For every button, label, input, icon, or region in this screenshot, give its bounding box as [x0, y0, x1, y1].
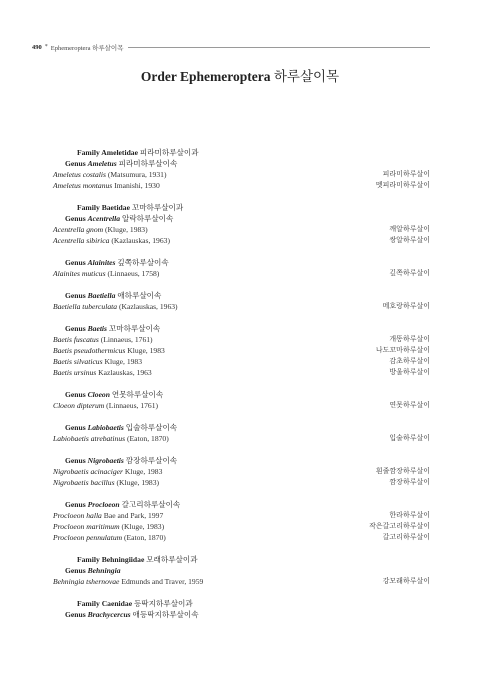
- running-header: [32, 41, 430, 53]
- family-name: Behningiidae: [101, 555, 145, 564]
- family-korean-name: 모래하루살이과: [146, 555, 198, 564]
- genus-heading: [53, 290, 430, 301]
- species-author: (Kluge, 1983): [121, 522, 165, 531]
- species-name: Acentrella gnom: [53, 225, 104, 234]
- genus-korean-name: 꼬마하루살이속: [108, 324, 161, 333]
- taxon-section: [53, 499, 430, 543]
- genus-heading: [53, 389, 430, 400]
- species-name: Baetis silvaticus: [53, 357, 103, 366]
- species-row: [53, 334, 430, 345]
- species-row: [53, 532, 430, 543]
- species-name: Behningia tshernovae: [53, 577, 120, 586]
- species-name-block: [53, 510, 163, 521]
- species-name: Baetis ursinus: [53, 368, 97, 377]
- genus-heading: [53, 323, 430, 334]
- species-korean-name: 깊쪽하루살이: [389, 269, 430, 277]
- species-row: [53, 345, 430, 356]
- species-row: [53, 433, 430, 444]
- species-row: [53, 400, 430, 411]
- genus-name: Brachycercus: [87, 610, 131, 619]
- species-korean-name: 깜장하루살이: [389, 478, 430, 486]
- species-name-block: [53, 334, 153, 345]
- species-row: [53, 367, 430, 378]
- species-name-block: [53, 224, 148, 235]
- taxon-section: [53, 323, 430, 378]
- species-author: Imanishi, 1930: [114, 181, 160, 190]
- genus-heading: [53, 499, 430, 510]
- genus-korean-name: 피라미하루살이속: [118, 159, 178, 168]
- family-korean-name: 꼬마하루살이과: [131, 203, 184, 212]
- family-label: Family: [77, 555, 100, 564]
- species-korean-name: 입술하루살이: [389, 434, 430, 442]
- genus-name: Ameletus: [87, 159, 117, 168]
- species-korean-name: 쌍알하루살이: [389, 236, 430, 244]
- species-row: [53, 477, 430, 488]
- taxon-section: [53, 147, 430, 191]
- species-korean-name: 흰줄깜장하루살이: [375, 467, 430, 475]
- species-name-block: [53, 235, 170, 246]
- species-korean-name: 방울하루살이: [389, 368, 430, 376]
- taxon-section: [53, 598, 430, 620]
- family-label: Family: [77, 203, 100, 212]
- species-korean-name: 연못하루살이: [389, 401, 430, 409]
- taxon-section: [53, 554, 430, 587]
- species-row: [53, 510, 430, 521]
- genus-label: Genus: [65, 324, 86, 333]
- taxon-section: [53, 290, 430, 312]
- genus-name: Labiobaetis: [87, 423, 124, 432]
- species-name-block: [53, 532, 166, 543]
- taxon-section: [53, 422, 430, 444]
- species-row: [53, 268, 430, 279]
- genus-label: Genus: [65, 566, 86, 575]
- species-name-block: [53, 433, 169, 444]
- species-author: (Linnaeus, 1758): [107, 269, 160, 278]
- species-name: Procloeon pennulatum: [53, 533, 123, 542]
- species-row: [53, 180, 430, 191]
- species-korean-name: 강모래하루살이: [382, 577, 430, 585]
- genus-label: Genus: [65, 390, 86, 399]
- genus-korean-name: 깜장하루살이속: [125, 456, 178, 465]
- family-heading: [53, 202, 430, 213]
- genus-heading: [53, 565, 430, 576]
- family-heading: [53, 147, 430, 158]
- genus-label: Genus: [65, 610, 86, 619]
- taxon-list: [53, 147, 430, 631]
- genus-label: Genus: [65, 456, 86, 465]
- genus-label: Genus: [65, 159, 86, 168]
- species-author: (Eaton, 1870): [124, 533, 166, 542]
- species-name-block: [53, 576, 203, 587]
- order-name: Order Ephemeroptera: [140, 69, 271, 84]
- species-author: (Kazlauskas, 1963): [118, 302, 178, 311]
- taxon-section: [53, 257, 430, 279]
- species-name-block: [53, 180, 160, 191]
- genus-korean-name: 알락하루살이속: [121, 214, 174, 223]
- species-row: [53, 169, 430, 180]
- species-author: Kluge, 1983: [124, 467, 163, 476]
- genus-korean-name: 갈고리하루살이속: [121, 500, 181, 509]
- genus-label: Genus: [65, 214, 86, 223]
- species-name: Baetis fuscatus: [53, 335, 99, 344]
- species-korean-name: 감초하루살이: [389, 357, 430, 365]
- family-name: Caenidae: [101, 599, 133, 608]
- taxon-section: [53, 202, 430, 246]
- genus-label: Genus: [65, 423, 86, 432]
- species-name-block: [53, 301, 178, 312]
- species-row: [53, 356, 430, 367]
- species-name-block: [53, 268, 159, 279]
- species-author: Kluge, 1983: [127, 346, 165, 355]
- genus-label: Genus: [65, 291, 86, 300]
- family-name: Baetidae: [101, 203, 130, 212]
- genus-korean-name: 깊쪽하루살이속: [117, 258, 169, 267]
- species-korean-name: 깨알하루살이: [389, 225, 430, 233]
- species-korean-name: 한라하루살이: [389, 511, 430, 519]
- species-name-block: [53, 466, 162, 477]
- species-author: Kazlauskas, 1963: [98, 368, 152, 377]
- species-korean-name: 메호랑하루살이: [382, 302, 430, 310]
- genus-korean-name: 애등딱지하루살이속: [132, 610, 199, 619]
- species-name-block: [53, 477, 159, 488]
- genus-heading: [53, 455, 430, 466]
- species-author: (Eaton, 1870): [126, 434, 169, 443]
- species-name-block: [53, 345, 165, 356]
- page-title: [0, 65, 480, 85]
- genus-name: Procloeon: [87, 500, 120, 509]
- genus-name: Baetis: [87, 324, 108, 333]
- species-name: Ameletus montanus: [53, 181, 113, 190]
- species-author: Kluge, 1983: [104, 357, 143, 366]
- genus-korean-name: 애하루살이속: [117, 291, 162, 300]
- header-rule: [128, 47, 430, 48]
- genus-heading: [53, 609, 430, 620]
- species-name: Baetiella tuberculata: [53, 302, 118, 311]
- genus-heading: [53, 158, 430, 169]
- species-name-block: [53, 521, 164, 532]
- genus-name: Behningia: [87, 566, 121, 575]
- species-korean-name: 개똥하루살이: [389, 335, 430, 343]
- genus-heading: [53, 422, 430, 433]
- page-number: 490: [32, 43, 42, 51]
- genus-name: Baetiella: [87, 291, 116, 300]
- species-name-block: [53, 367, 152, 378]
- species-author: Bae and Park, 1997: [103, 511, 164, 520]
- species-row: [53, 466, 430, 477]
- species-author: Edmunds and Traver, 1959: [121, 577, 204, 586]
- family-label: Family: [77, 599, 100, 608]
- species-name-block: [53, 400, 158, 411]
- species-name-block: [53, 169, 166, 180]
- species-name: Procloeon maritimum: [53, 522, 120, 531]
- order-korean-name: 하루살이목: [273, 69, 340, 84]
- species-author: (Linnaeus, 1761): [100, 335, 153, 344]
- species-row: [53, 521, 430, 532]
- genus-name: Cloeon: [87, 390, 110, 399]
- species-name: Nigrobaetis bacillus: [53, 478, 115, 487]
- genus-label: Genus: [65, 500, 86, 509]
- species-name: Alainites muticus: [53, 269, 106, 278]
- family-korean-name: 등딱지하루살이과: [133, 599, 193, 608]
- species-name: Nigrobaetis acinaciger: [53, 467, 123, 476]
- family-heading: [53, 554, 430, 565]
- genus-name: Acentrella: [87, 214, 121, 223]
- species-author: (Linnaeus, 1761): [106, 401, 159, 410]
- species-name: Ameletus costalis: [53, 170, 106, 179]
- species-author: (Kluge, 1983): [116, 478, 160, 487]
- species-korean-name: 피라미하루살이: [382, 170, 430, 178]
- genus-label: Genus: [65, 258, 86, 267]
- species-korean-name: 나도꼬마하루살이: [375, 346, 430, 354]
- species-name: Baetis pseudothermicus: [53, 346, 126, 355]
- species-name: Cloeon dipterum: [53, 401, 105, 410]
- genus-name: Alainites: [87, 258, 116, 267]
- species-name: Acentrella sibirica: [53, 236, 110, 245]
- species-row: [53, 224, 430, 235]
- taxon-section: [53, 389, 430, 411]
- species-korean-name: 멧피라미하루살이: [375, 181, 430, 189]
- species-row: [53, 301, 430, 312]
- family-name: Ameletidae: [101, 148, 138, 157]
- family-korean-name: 피라미하루살이과: [139, 148, 199, 157]
- header-separator: *: [44, 44, 48, 50]
- taxon-section: [53, 455, 430, 488]
- genus-korean-name: 입술하루살이속: [125, 423, 178, 432]
- species-row: [53, 235, 430, 246]
- species-author: (Kluge, 1983): [105, 225, 148, 234]
- species-author: (Kazlauskas, 1963): [111, 236, 170, 245]
- genus-heading: [53, 257, 430, 268]
- species-name: Procloeon halla: [53, 511, 102, 520]
- genus-name: Nigrobaetis: [87, 456, 124, 465]
- species-name-block: [53, 356, 142, 367]
- family-heading: [53, 598, 430, 609]
- species-korean-name: 작은갈고리하루살이: [369, 522, 430, 530]
- running-title: Ephemeroptera 하루살이목: [50, 44, 124, 52]
- genus-heading: [53, 213, 430, 224]
- genus-korean-name: 연못하루살이속: [111, 390, 164, 399]
- species-author: (Matsumura, 1931): [107, 170, 167, 179]
- family-label: Family: [77, 148, 100, 157]
- species-row: [53, 576, 430, 587]
- species-name: Labiobaetis atrebatinus: [53, 434, 126, 443]
- species-korean-name: 갈고리하루살이: [382, 533, 430, 541]
